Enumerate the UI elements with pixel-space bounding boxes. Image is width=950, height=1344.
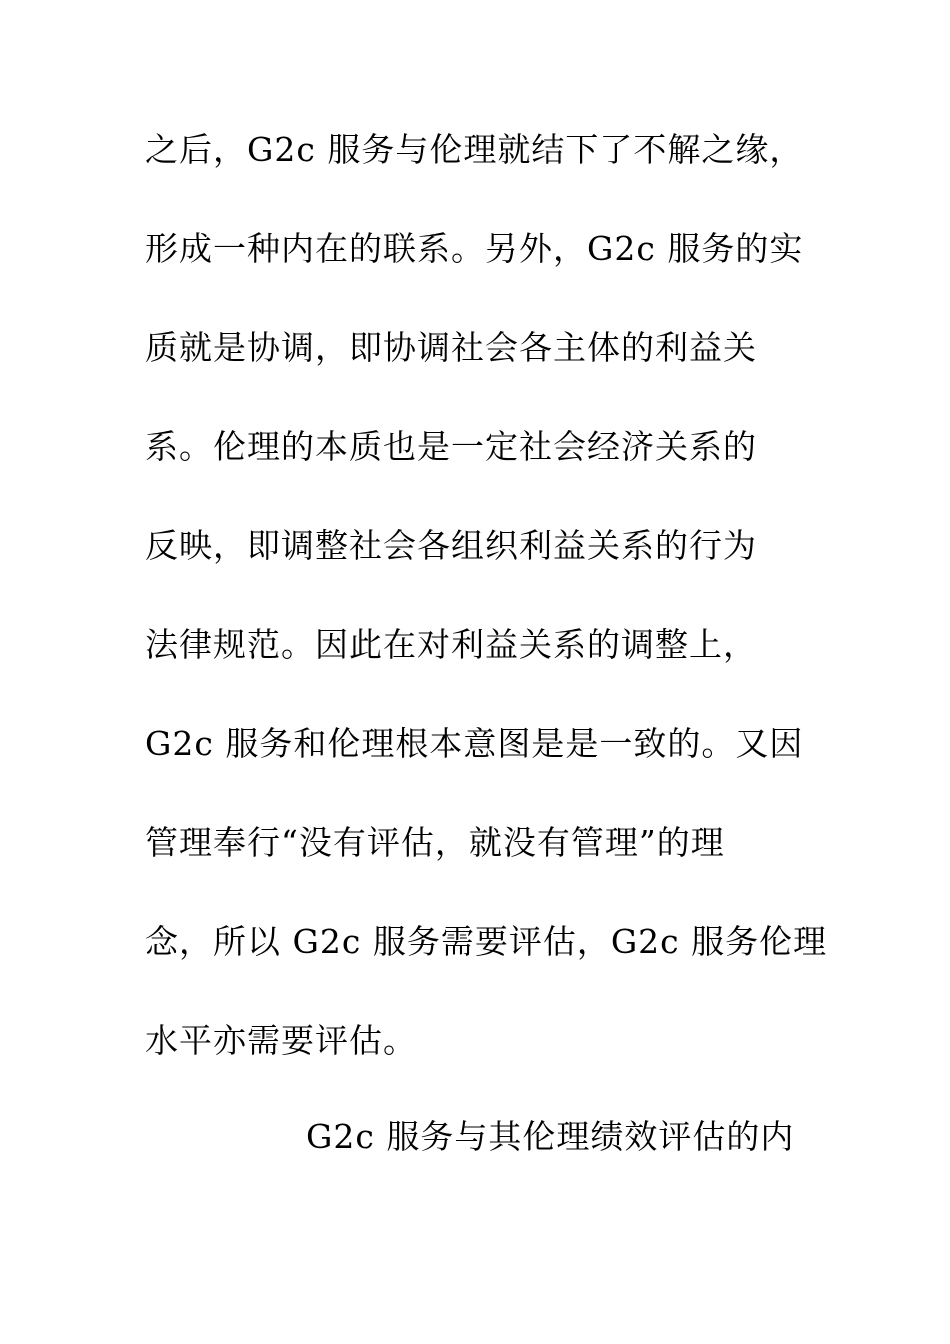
text-line: 水平亦需要评估。 (145, 1021, 417, 1060)
text-line: 系。伦理的本质也是一定社会经济关系的 (145, 427, 757, 466)
text-line: 质就是协调，即协调社会各主体的利益关 (145, 328, 757, 367)
text-line: 形成一种内在的联系。另外，G2c 服务的实 (145, 229, 804, 268)
text-line: 法律规范。因此在对利益关系的调整上， (145, 625, 757, 664)
text-line: 之后，G2c 服务与伦理就结下了不解之缘， (145, 130, 804, 169)
text-line: G2c 服务和伦理根本意图是是一致的。又因 (145, 724, 804, 763)
paragraph-start-line: G2c 服务与其伦理绩效评估的内 (306, 1117, 795, 1156)
text-line: 管理奉行“没有评估，就没有管理”的理 (145, 823, 725, 862)
text-line: 念，所以 G2c 服务需要评估，G2c 服务伦理 (145, 922, 828, 961)
text-line: 反映，即调整社会各组织利益关系的行为 (145, 526, 757, 565)
